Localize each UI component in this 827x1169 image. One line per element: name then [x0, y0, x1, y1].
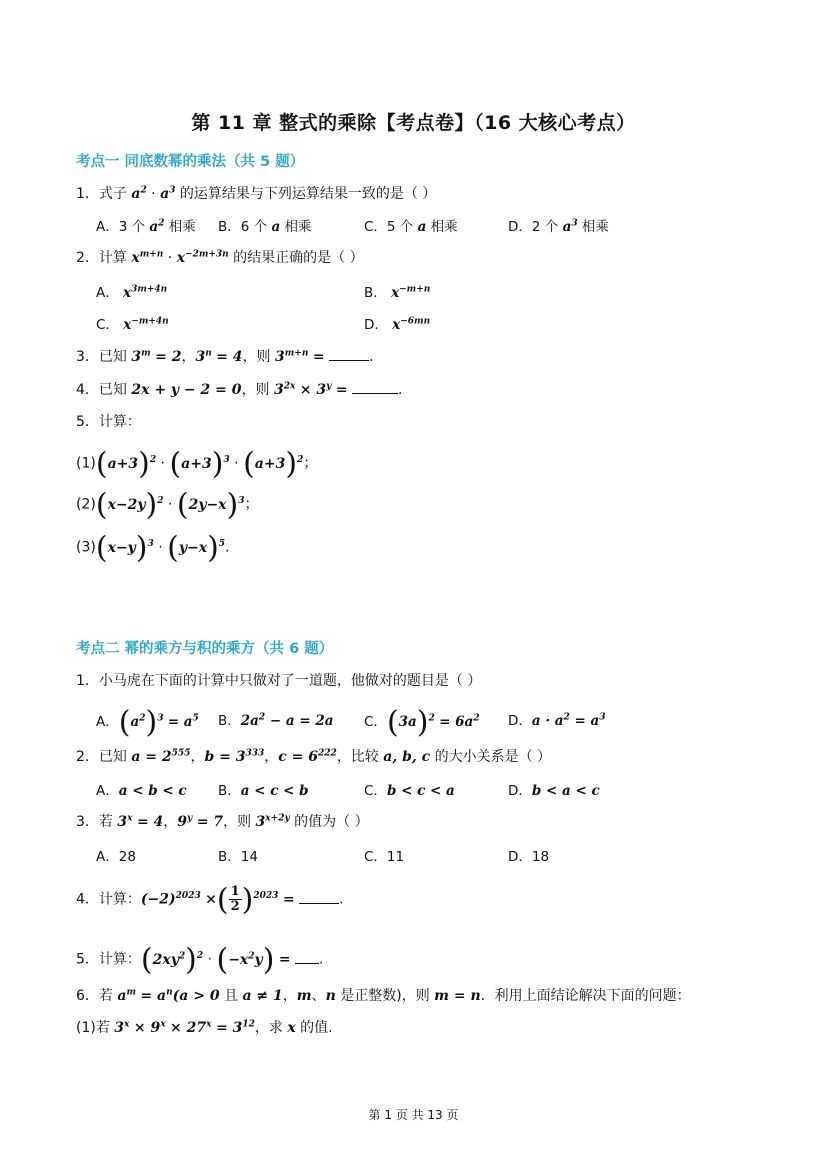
s2-q1-option-d: D．$a \cdot a^2 = a^3$: [508, 712, 606, 729]
s1-q2-option-b: B． $x^{-m+n}$: [364, 284, 431, 301]
s1-q5-part-3: $(3)(x-y)^3 \cdot (y-x)^5$.: [76, 530, 230, 565]
s1-question-1: 1．式子 $a^2 \cdot a^3$ 的运算结果与下列运算结果一致的是（ ）: [76, 185, 437, 202]
s2-q1-option-c: C．$(3a)^2 = 6a^2$: [364, 705, 480, 740]
s1-q1-option-a: A．3 个 $a^2$ 相乘: [96, 218, 196, 235]
s1-q5-part-1: $(1)(a+3)^2 \cdot (a+3)^3 \cdot (a+3)^2$；: [76, 446, 318, 481]
s1-question-5: 5．计算：: [76, 414, 141, 430]
s2-question-2: 2．已知 $a = 2^{555}$，$b = 3^{333}$，$c = 6^{222}$，比较 a, b, c 的大小关系是（ ）: [76, 748, 552, 765]
s1-question-4: 4．已知 2x + y − 2 = 0，则 $3^{2x} \times 3^y$ = .: [76, 381, 403, 398]
s2-question-6: 6．若 $a^m = a^n(a > 0$ 且 a ≠ 1，m、n 是正整数)，则 m = n．利用上面结论解决下面的问题：: [76, 987, 691, 1004]
s1-q2-option-c: C． $x^{-m+4n}$: [96, 316, 169, 333]
s2-q3-option-c: C．11: [364, 849, 405, 865]
s2-question-1: 1．小马虎在下面的计算中只做对了一道题，他做对的题目是（ ）: [76, 673, 482, 689]
s2-question-4: 4．计算：$(-2)^{2023}$ ×( $\frac{1}{2}$ )$^{2023}$ = .: [76, 882, 344, 917]
s1-q5-part-2: $(2)(x-2y)^2 \cdot (2y-x)^3$；: [76, 487, 259, 522]
s2-q3-option-d: D．18: [508, 849, 550, 865]
section-heading-2: 考点二 幂的乘方与积的乘方（共 6 题）: [76, 641, 334, 657]
s1-q2-option-a: A． $x^{3m+4n}$: [96, 284, 168, 301]
s2-q2-option-c: C．b < c < a: [364, 783, 455, 799]
s2-q1-option-a: A．$(a^2)^3 = a^5$: [96, 705, 199, 740]
s2-q2-option-b: B．a < c < b: [218, 783, 309, 799]
s1-q2-option-d: D． $x^{-6mn}$: [364, 316, 431, 333]
s2-question-3: 3．若 3$^x$ = 4，9$^y$ = 7，则 $3^{x+2y}$ 的值为（ ）: [76, 813, 369, 830]
s1-question-3: 3．已知 3$^m$ = 2，3$^n$ = 4，则 $3^{m+n}$ = .: [76, 348, 374, 365]
s1-q1-option-c: C．5 个 a 相乘: [364, 219, 458, 235]
s2-q3-option-a: A．28: [96, 849, 136, 865]
s1-question-2: 2．计算 $x^{m+n} \cdot x^{-2m+3n}$ 的结果正确的是（ ）: [76, 249, 364, 266]
s2-q1-option-b: B．$2a^2 - a = 2a$: [218, 712, 334, 729]
s2-q3-option-b: B．14: [218, 849, 258, 865]
s2-q6-part-1: (1)若 $3^x \times 9^x \times 27^x = 3^{12}$，求 x 的值.: [76, 1019, 333, 1036]
s1-q1-option-b: B．6 个 a 相乘: [218, 219, 312, 235]
page-footer: 第 1 页 共 13 页: [368, 1108, 459, 1122]
page-title: 第 11 章 整式的乘除【考点卷】（16 大核心考点）: [191, 112, 636, 134]
section-heading-1: 考点一 同底数幂的乘法（共 5 题）: [76, 154, 305, 170]
s1-q1-option-d: D．2 个 $a^3$ 相乘: [508, 218, 609, 235]
s2-q2-option-a: A．a < b < c: [96, 783, 187, 799]
s2-question-5: 5．计算：$(2xy^2)^2 \cdot (-x^2y)$ = .: [76, 942, 324, 977]
s2-q2-option-d: D．b < a < c: [508, 783, 600, 799]
